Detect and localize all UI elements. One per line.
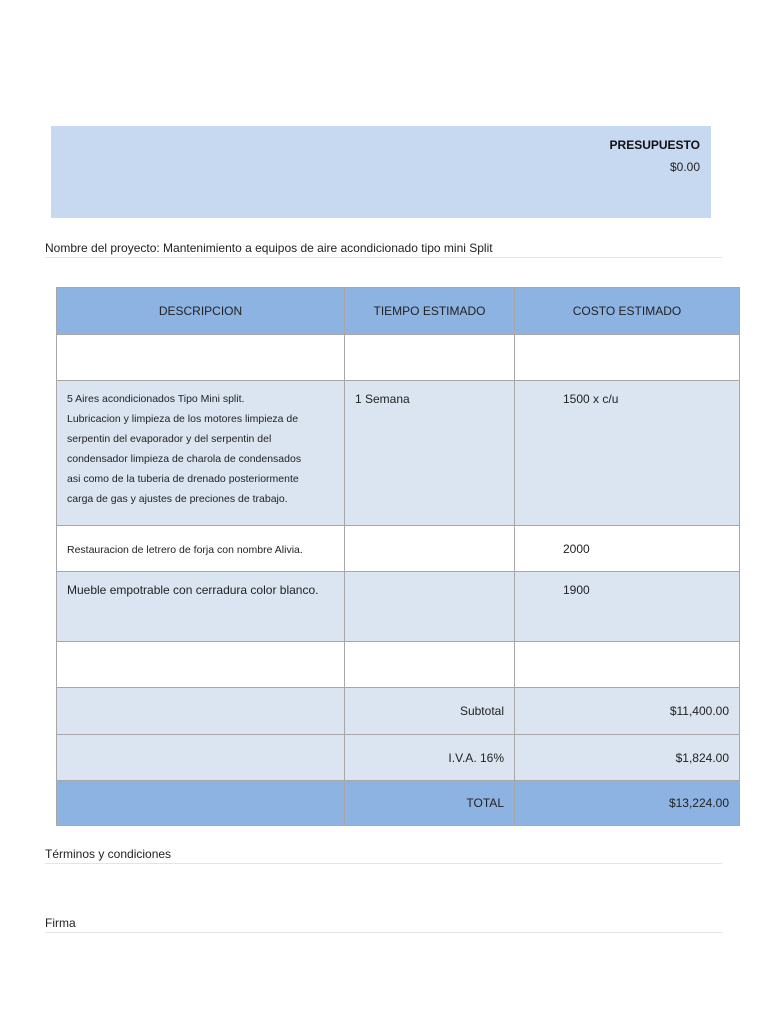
table-row bbox=[57, 335, 740, 381]
iva-label: I.V.A. 16% bbox=[345, 735, 515, 781]
table-row bbox=[57, 526, 740, 572]
signature-field: Firma bbox=[45, 916, 722, 933]
iva-value: $1,824.00 bbox=[515, 735, 740, 781]
description-text: Restauracion de letrero de forja con nombre Alivia. bbox=[67, 543, 303, 556]
table-row bbox=[57, 381, 740, 526]
description-text bbox=[67, 381, 334, 509]
cost-cell bbox=[515, 381, 740, 526]
cost-cell bbox=[515, 335, 740, 381]
cost-cell: 2000 bbox=[515, 526, 740, 572]
time-cell bbox=[345, 572, 515, 642]
iva-row bbox=[57, 735, 740, 781]
description-cell bbox=[57, 381, 345, 526]
description-line: asi como de la tuberia de drenado posteriormente bbox=[67, 473, 299, 485]
column-header-description: DESCRIPCION bbox=[57, 288, 345, 335]
subtotal-label: Subtotal bbox=[345, 688, 515, 735]
description-cell bbox=[57, 335, 345, 381]
description-line: condensador limpieza de charola de condensados bbox=[67, 453, 302, 465]
time-text: 1 Semana bbox=[355, 392, 410, 406]
terms-field: Términos y condiciones bbox=[45, 847, 722, 864]
empty-cell bbox=[57, 735, 345, 781]
total-value: $13,224.00 bbox=[515, 781, 740, 826]
budget-title: PRESUPUESTO bbox=[609, 138, 700, 152]
table-row bbox=[57, 572, 740, 642]
total-label: TOTAL bbox=[345, 781, 515, 826]
description-line: Lubricacion y limpieza de los motores limpieza de bbox=[67, 413, 299, 425]
table-row bbox=[57, 642, 740, 688]
time-cell bbox=[345, 335, 515, 381]
budget-amount: $0.00 bbox=[669, 160, 700, 174]
time-cell bbox=[345, 526, 515, 572]
description-cell bbox=[57, 526, 345, 572]
description-line: carga de gas y ajustes de preciones de trabajo. bbox=[67, 493, 288, 505]
cost-text: 1500 x c/u bbox=[563, 392, 619, 406]
project-name-field: Nombre del proyecto: Mantenimiento a equipos de aire acondicionado tipo mini Split bbox=[45, 241, 722, 258]
description-line: 5 Aires acondicionados Tipo Mini split. bbox=[67, 393, 245, 405]
table-header-row bbox=[57, 288, 740, 335]
total-row bbox=[57, 781, 740, 826]
column-header-time: TIEMPO ESTIMADO bbox=[345, 288, 515, 335]
subtotal-row bbox=[57, 688, 740, 735]
subtotal-value: $11,400.00 bbox=[515, 688, 740, 735]
empty-cell bbox=[57, 781, 345, 826]
cost-text: 1900 bbox=[563, 583, 590, 597]
description-line: serpentin del evaporador y del serpentin del bbox=[67, 433, 272, 445]
cost-cell bbox=[515, 572, 740, 642]
description-cell bbox=[57, 572, 345, 642]
description-cell bbox=[57, 642, 345, 688]
budget-table bbox=[56, 287, 740, 826]
cost-cell bbox=[515, 642, 740, 688]
column-header-cost: COSTO ESTIMADO bbox=[515, 288, 740, 335]
time-cell bbox=[345, 642, 515, 688]
time-cell bbox=[345, 381, 515, 526]
header-banner bbox=[51, 126, 711, 218]
empty-cell bbox=[57, 688, 345, 735]
description-text: Mueble empotrable con cerradura color blanco. bbox=[67, 583, 319, 597]
